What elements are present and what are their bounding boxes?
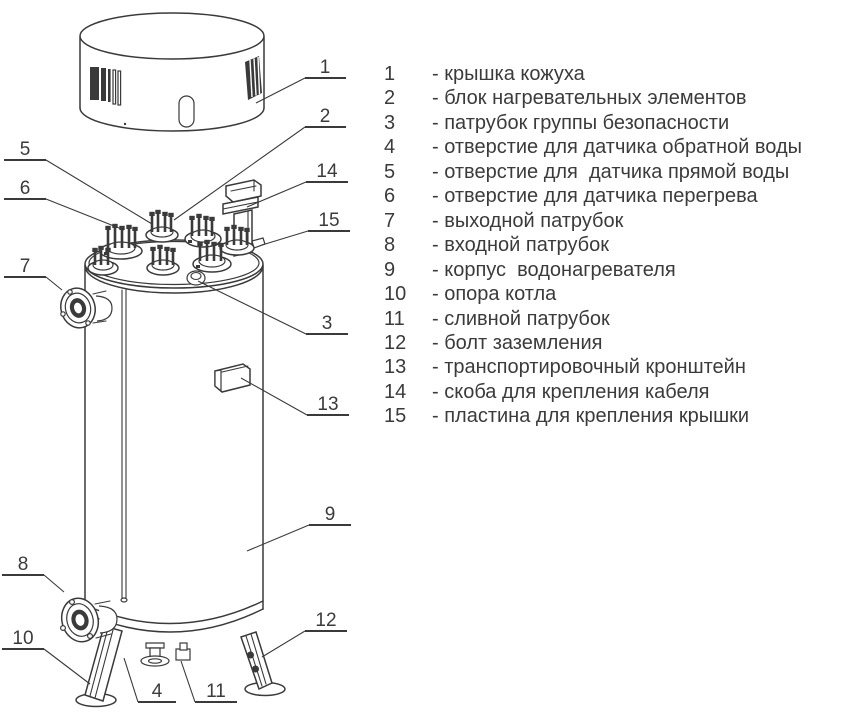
legend-item: [384, 331, 802, 355]
lid-cable-hole: [179, 96, 194, 127]
legend-item-number: 9: [384, 258, 396, 281]
support-leg-right: [241, 632, 285, 696]
callout-6: [4, 178, 124, 230]
callout-7: [4, 256, 62, 290]
svg-text:6: 6: [19, 178, 31, 199]
legend-item: [384, 380, 802, 404]
legend-item-number: 14: [384, 380, 407, 403]
legend-item-description: - отверстие для датчика обратной воды: [432, 136, 802, 159]
tank-body: [85, 265, 263, 632]
legend-item: [384, 86, 802, 110]
lid-vent-slots-left: [90, 67, 121, 105]
legend-item-number: 3: [384, 111, 396, 134]
legend-item-description: - выходной патрубок: [432, 209, 624, 232]
svg-text:4: 4: [151, 681, 163, 702]
svg-text:9: 9: [324, 504, 336, 525]
legend-item: [384, 209, 802, 233]
legend-item-description: - патрубок группы безопасности: [432, 111, 730, 134]
legend-item-description: - крышка кожуха: [432, 63, 585, 85]
legend-item: [384, 184, 802, 208]
legend-item-number: 13: [384, 356, 407, 379]
callouts: [2, 57, 351, 702]
legend-item-number: 4: [384, 136, 396, 159]
return-water-sensor-fitting: [176, 643, 190, 660]
legend-item: [384, 233, 802, 257]
legend-item-description: - блок нагревательных элементов: [432, 87, 747, 110]
legend-item-description: - корпус водонагревателя: [432, 258, 676, 281]
legend-item-number: 15: [384, 405, 407, 428]
callout-14: [247, 161, 348, 207]
callout-1: [256, 57, 346, 103]
svg-text:12: 12: [315, 610, 337, 631]
legend-item-description: - пластина для крепления крышки: [432, 405, 750, 428]
parts-legend: [384, 62, 802, 429]
legend-item-number: 7: [384, 209, 396, 232]
legend-item-number: 2: [384, 87, 396, 110]
legend-item: [384, 111, 802, 135]
boiler-technical-drawing: [0, 0, 380, 726]
legend-item: [384, 62, 802, 86]
callout-15: [262, 210, 350, 245]
legend-item: [384, 258, 802, 282]
svg-text:11: 11: [206, 681, 226, 702]
legend-item: [384, 160, 802, 184]
lid-vent-slots-right: [245, 56, 262, 100]
dip-tube: [121, 290, 127, 602]
legend-item-number: 10: [384, 283, 407, 306]
legend-item-description: - отверстие для датчика перегрева: [432, 185, 758, 208]
legend-item-description: - транспортировочный кронштейн: [432, 356, 746, 379]
legend-item: [384, 404, 802, 428]
callout-11: [181, 661, 237, 702]
legend-item-description: - опора котла: [432, 283, 557, 306]
svg-text:2: 2: [319, 106, 331, 127]
legend-item: [384, 307, 802, 331]
legend-item-description: - входной патрубок: [432, 234, 609, 257]
callout-13: [241, 378, 349, 415]
legend-item: [384, 282, 802, 306]
svg-text:1: 1: [319, 57, 331, 78]
svg-text:14: 14: [316, 161, 338, 182]
casing-lid: [80, 13, 264, 131]
legend-item-number: 6: [384, 185, 396, 208]
legend-item-number: 8: [384, 234, 396, 257]
legend-item: [384, 355, 802, 379]
legend-item-description: - болт заземления: [432, 331, 603, 354]
transport-bracket: [215, 364, 250, 392]
svg-text:13: 13: [317, 394, 339, 415]
heater-flange: [146, 210, 178, 242]
legend-item-description: - скоба для крепления кабеля: [432, 380, 710, 403]
legend-item-number: 1: [384, 63, 396, 85]
svg-text:15: 15: [318, 210, 340, 231]
svg-text:8: 8: [17, 554, 29, 575]
legend-item: [384, 135, 802, 159]
legend-item-description: - сливной патрубок: [432, 307, 610, 330]
legend-item-number: 5: [384, 160, 396, 183]
svg-text:3: 3: [321, 313, 333, 334]
legend-item-number: 11: [384, 307, 405, 330]
grounding-bolt-lower: [252, 666, 259, 673]
callout-12: [262, 610, 347, 657]
legend-item-number: 12: [384, 331, 407, 354]
drain-pipe: [141, 643, 169, 666]
legend-item-description: - отверстие для датчика прямой воды: [432, 160, 790, 183]
svg-text:10: 10: [12, 628, 34, 649]
outlet-pipe: [56, 284, 112, 331]
svg-text:7: 7: [19, 256, 31, 277]
grounding-bolt-upper: [247, 652, 254, 659]
svg-text:5: 5: [19, 139, 31, 160]
callout-8: [2, 554, 64, 592]
